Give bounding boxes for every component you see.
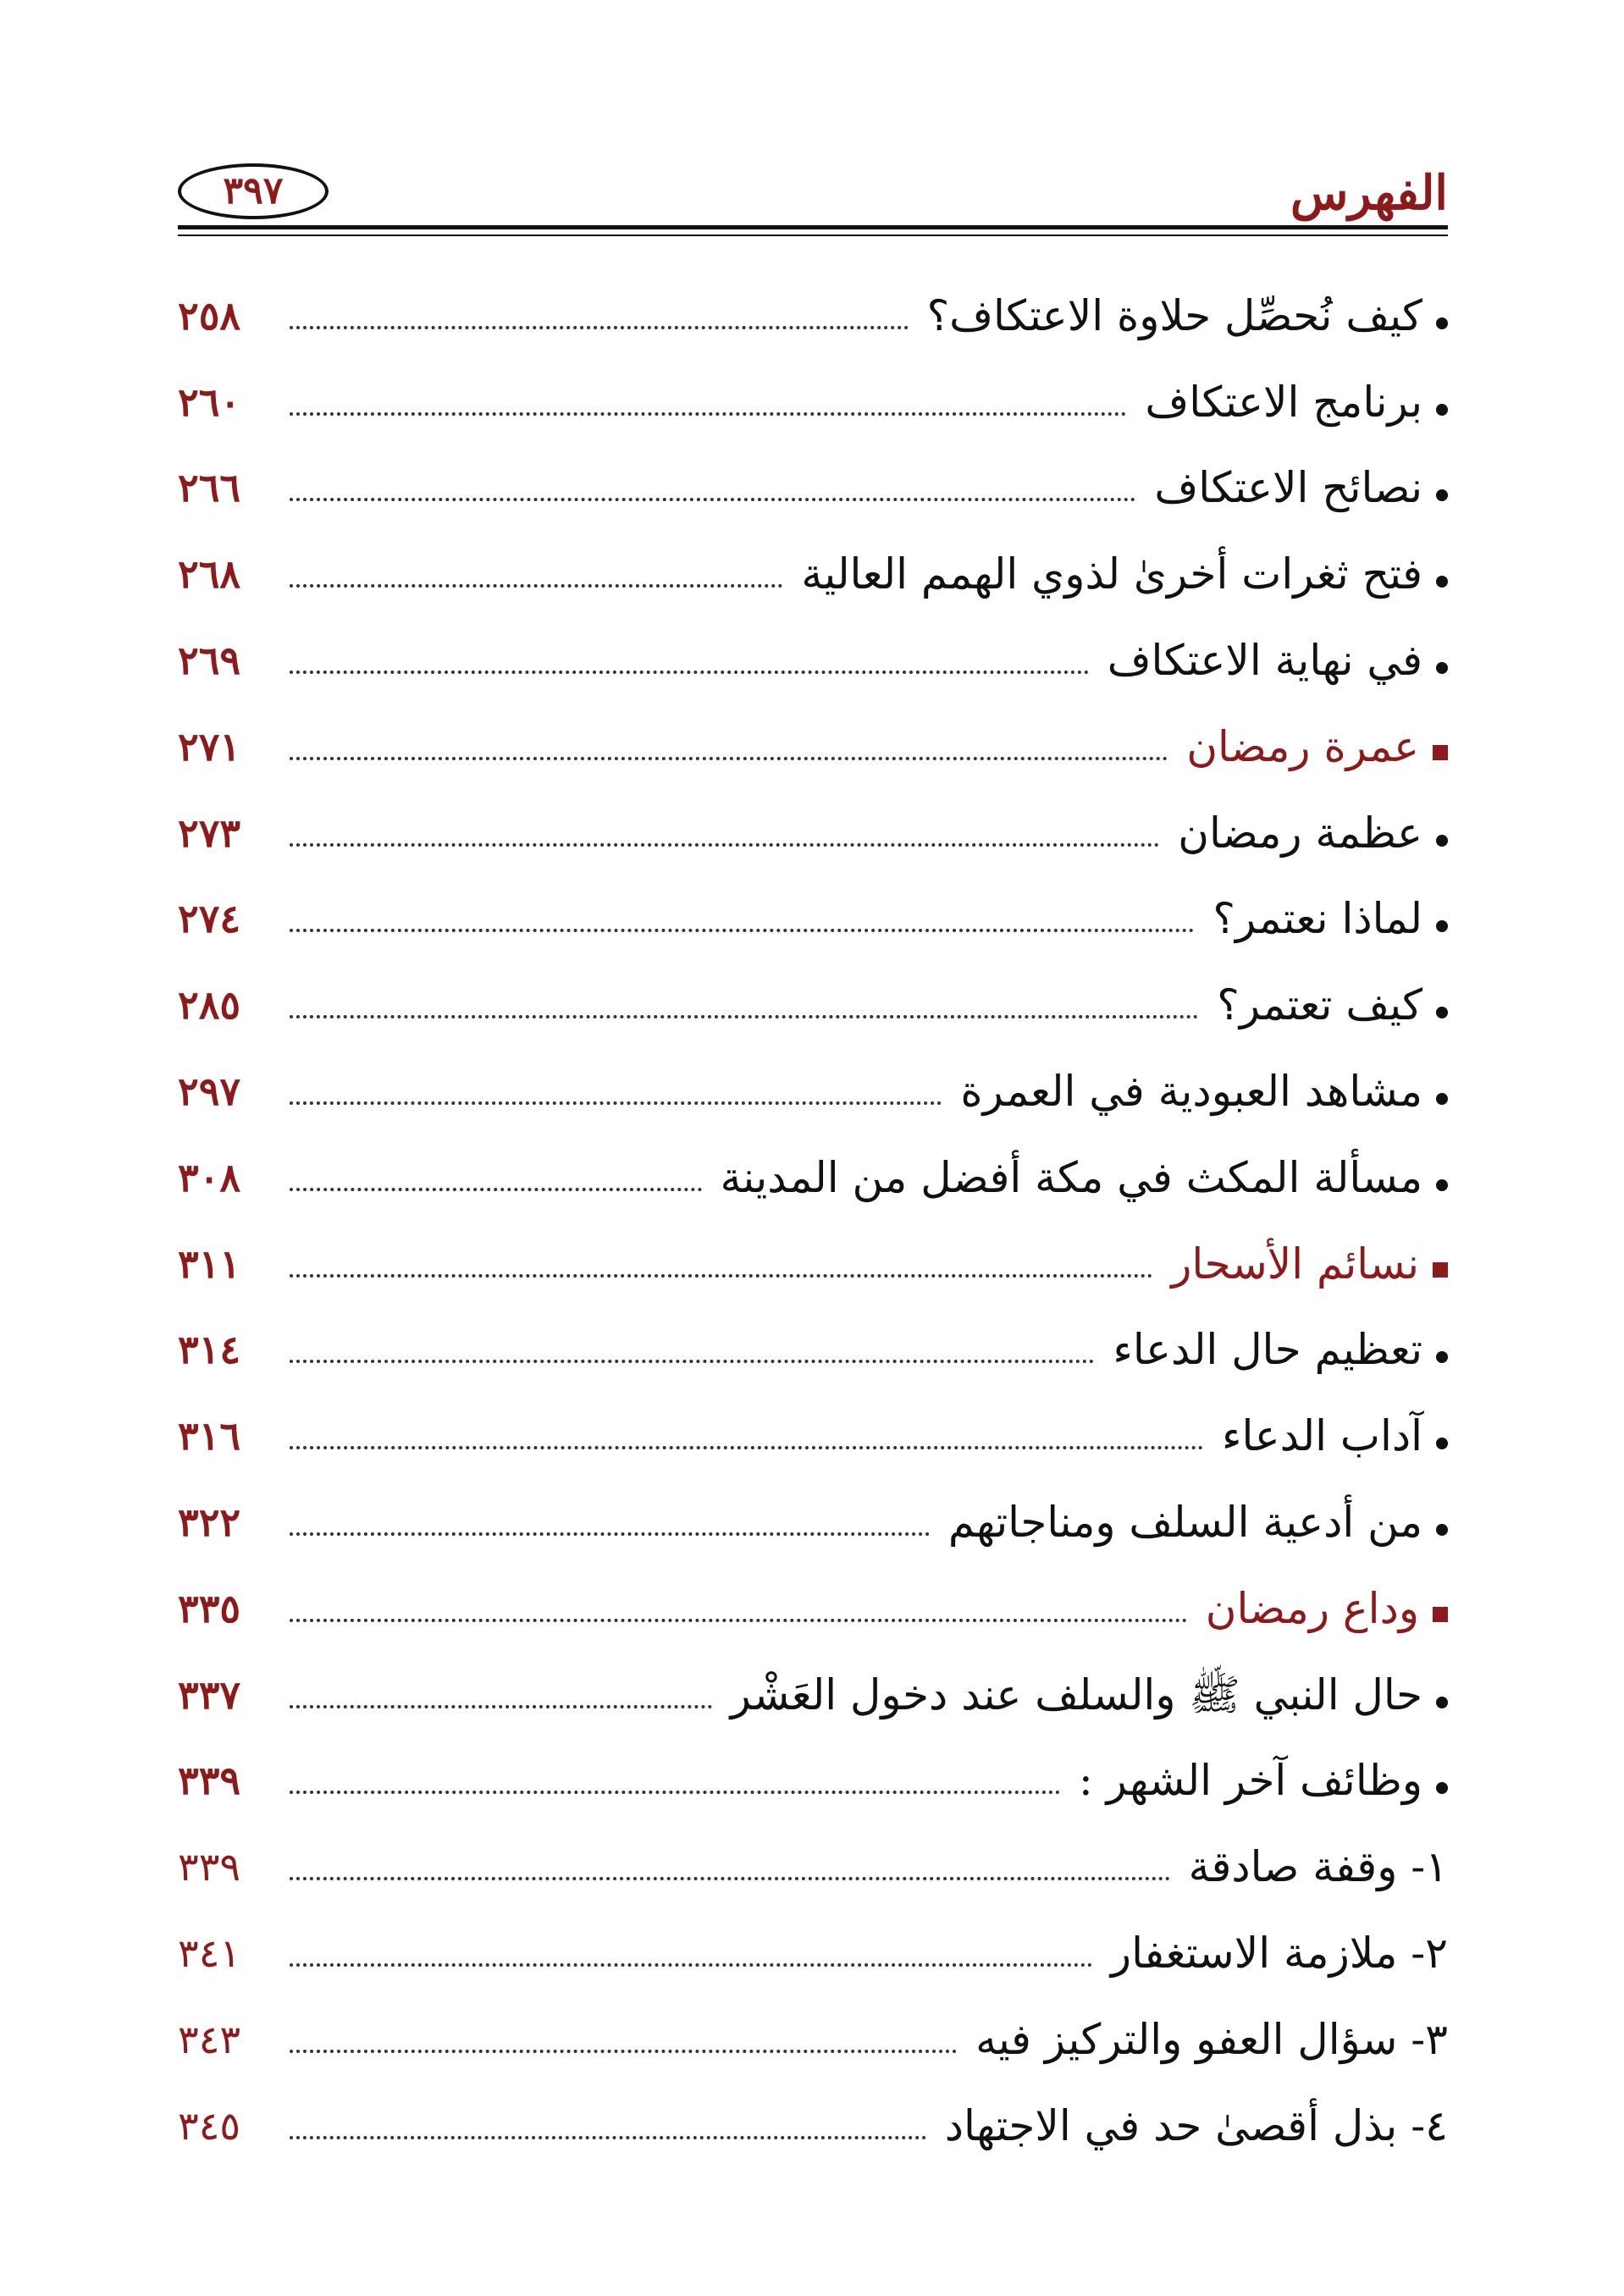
toc-entry-title-wrap [1208, 980, 1448, 1030]
toc-entry-title: عمرة رمضان [1186, 721, 1419, 771]
dot-leader [290, 1877, 1170, 1880]
toc-page-number: ٣٤٥ [178, 2102, 241, 2149]
dot-leader [290, 1015, 1198, 1018]
toc-entry-title-wrap [1197, 1583, 1448, 1633]
dot-leader [290, 1446, 1203, 1449]
section-square-icon [1433, 1607, 1448, 1622]
bullet-dot-icon [1436, 662, 1448, 674]
toc-entry-row [178, 359, 1448, 445]
toc-page-number: ٣٣٥ [178, 1585, 241, 1631]
bullet-dot-icon [1436, 404, 1448, 416]
bullet-dot-icon [1436, 1093, 1448, 1105]
toc-page-number: ٣١٤ [178, 1327, 241, 1373]
dot-leader [290, 326, 909, 329]
toc-entry-title: لماذا نعتمر؟ [1212, 894, 1422, 944]
toc-entry-title-wrap [1099, 636, 1448, 686]
toc-entry-title-wrap [919, 290, 1448, 340]
bullet-dot-icon [1436, 835, 1448, 847]
toc-entry-row [178, 445, 1448, 532]
bullet-dot-icon [1436, 317, 1448, 329]
dot-leader [290, 1101, 942, 1105]
dot-leader [290, 1532, 930, 1536]
toc-entry-title-wrap [1178, 721, 1448, 771]
toc-entry-title: مسألة المكث في مكة أفضل من المدينة [720, 1152, 1422, 1202]
toc-page-number: ٣٠٨ [178, 1154, 241, 1200]
dot-leader [290, 929, 1194, 932]
toc-page-number: ٣٣٩ [178, 1758, 241, 1804]
dot-leader [290, 1360, 1094, 1363]
bullet-dot-icon [1436, 1697, 1448, 1708]
dot-leader [290, 2050, 957, 2053]
toc-entry-title: ٣- سؤال العفو والتركيز فيه [975, 2014, 1448, 2064]
toc-entry-title: كيف تعتمر؟ [1217, 980, 1422, 1030]
toc-entry-title-wrap [722, 1670, 1448, 1719]
toc-entry-row [178, 1479, 1448, 1565]
toc-entry-row [178, 617, 1448, 704]
toc-entry-title-wrap [1169, 808, 1448, 858]
toc-entry-title-wrap [952, 1067, 1448, 1117]
toc-page-number: ٢٦٩ [178, 637, 241, 684]
toc-page-number: ٢٨٥ [178, 982, 241, 1029]
page-number: ٣٩٧ [223, 169, 284, 212]
toc-page-number: ٢٦٦ [178, 465, 241, 511]
toc-entry-title: فتح ثغرات أخرىٰ لذوي الهمم العالية [801, 549, 1422, 599]
toc-entry-title: ١- وقفة صادقة [1188, 1842, 1448, 1892]
toc-entry-title: وداع رمضان [1205, 1583, 1419, 1633]
toc-entry-title: مشاهد العبودية في العمرة [960, 1067, 1422, 1117]
toc-page-number: ٣٤٣ [178, 2016, 241, 2062]
toc-entry-title-wrap [1070, 1756, 1448, 1806]
toc-entry-title-wrap [1163, 1239, 1448, 1289]
toc-entry-row [178, 2083, 1448, 2169]
toc-entry-title: حال النبي ﷺ والسلف عند دخول العَشْر [730, 1670, 1422, 1719]
toc-entry-title: آداب الدعاء [1222, 1411, 1422, 1461]
toc-page-number: ٣٣٧ [178, 1671, 241, 1718]
toc-entry-title: وظائف آخر الشهر : [1078, 1756, 1422, 1806]
dot-leader [290, 1705, 712, 1708]
page-header [178, 140, 1448, 233]
bullet-dot-icon [1436, 1179, 1448, 1191]
dot-leader [290, 498, 1135, 501]
toc-page-number: ٢٧٤ [178, 896, 241, 942]
toc-entry-title: ٢- ملازمة الاستغفار [1110, 1929, 1448, 1979]
toc-entry-title-wrap [793, 549, 1448, 599]
toc-entry-row [178, 1824, 1448, 1910]
dot-leader [290, 1963, 1092, 1967]
dot-leader [290, 1274, 1152, 1278]
toc-entry-title: برنامج الاعتكاف [1145, 377, 1422, 427]
bullet-dot-icon [1436, 489, 1448, 501]
toc-entry-title: ٤- بذل أقصىٰ حد في الاجتهاد [944, 2100, 1448, 2150]
toc-entry-title: في نهاية الاعتكاف [1107, 636, 1422, 686]
toc-entry-row [178, 1652, 1448, 1738]
toc-entry-title: كيف نُحصِّل حلاوة الاعتكاف؟ [926, 290, 1422, 340]
toc-entry-row [178, 876, 1448, 963]
toc-entry-title-wrap [967, 2014, 1448, 2064]
dot-leader [290, 1619, 1187, 1622]
toc-page-number: ٢٦٨ [178, 551, 241, 598]
toc-entry-row [178, 273, 1448, 359]
toc-page-number: ٢٧٣ [178, 809, 241, 856]
toc-entry-title: تعظيم حال الدعاء [1113, 1325, 1422, 1375]
toc-entry-title-wrap [1104, 1325, 1448, 1375]
toc-section-row [178, 1221, 1448, 1307]
bullet-dot-icon [1436, 920, 1448, 932]
dot-leader [290, 412, 1126, 416]
toc-entry-title-wrap [936, 2100, 1448, 2150]
toc-entry-title: نصائح الاعتكاف [1154, 463, 1422, 513]
toc-page-number: ٣٣٩ [178, 1844, 241, 1890]
toc-entry-row [178, 962, 1448, 1048]
dot-leader [290, 584, 782, 588]
toc-entry-title-wrap [940, 1498, 1448, 1548]
bullet-dot-icon [1436, 1007, 1448, 1018]
section-square-icon [1433, 745, 1448, 760]
toc-entry-row [178, 1393, 1448, 1479]
page-number-badge [178, 163, 329, 219]
bullet-dot-icon [1436, 1524, 1448, 1536]
toc-entry-title-wrap [1102, 1929, 1448, 1979]
toc-entry-row [178, 531, 1448, 617]
header-rule-thick [178, 225, 1448, 229]
toc-page-number: ٢٩٧ [178, 1068, 241, 1115]
dot-leader [290, 757, 1168, 760]
toc-entry-title-wrap [1213, 1411, 1448, 1461]
toc-entry-row [178, 1996, 1448, 2083]
bullet-dot-icon [1436, 576, 1448, 588]
running-title: الفهرس [1290, 165, 1448, 221]
toc-entry-row [178, 1134, 1448, 1221]
toc-entry-row [178, 1048, 1448, 1134]
toc-page-number: ٣١٦ [178, 1413, 241, 1460]
bullet-dot-icon [1436, 1351, 1448, 1363]
toc-entry-row [178, 1738, 1448, 1824]
toc-entry-row [178, 1307, 1448, 1394]
toc-section-row [178, 1565, 1448, 1652]
toc-page-number: ٢٦٠ [178, 378, 241, 425]
dot-leader [290, 1188, 702, 1191]
toc-page-number: ٢٥٨ [178, 292, 241, 339]
toc-section-row [178, 704, 1448, 790]
toc-entry-title: نسائم الأسحار [1171, 1239, 1419, 1289]
table-of-contents [178, 273, 1448, 2169]
toc-entry-title-wrap [1204, 894, 1448, 944]
toc-page-number: ٣٤١ [178, 1930, 241, 1977]
toc-entry-title-wrap [1180, 1842, 1448, 1892]
dot-leader [290, 1791, 1060, 1794]
toc-page-number: ٣١١ [178, 1240, 241, 1287]
toc-entry-row [178, 790, 1448, 876]
toc-entry-title: من أدعية السلف ومناجاتهم [947, 1498, 1422, 1548]
dot-leader [290, 843, 1159, 847]
toc-entry-title-wrap [1146, 463, 1448, 513]
toc-entry-title: عظمة رمضان [1178, 808, 1422, 858]
toc-page-number: ٣٢٢ [178, 1499, 241, 1546]
toc-entry-title-wrap [1136, 377, 1448, 427]
header-rule-thin [178, 235, 1448, 236]
dot-leader [290, 2136, 926, 2139]
toc-page-number: ٢٧١ [178, 723, 241, 770]
bullet-dot-icon [1436, 1782, 1448, 1794]
bullet-dot-icon [1436, 1438, 1448, 1449]
section-square-icon [1433, 1262, 1448, 1278]
toc-entry-title-wrap [712, 1152, 1449, 1202]
dot-leader [290, 671, 1089, 674]
toc-entry-row [178, 1910, 1448, 1996]
